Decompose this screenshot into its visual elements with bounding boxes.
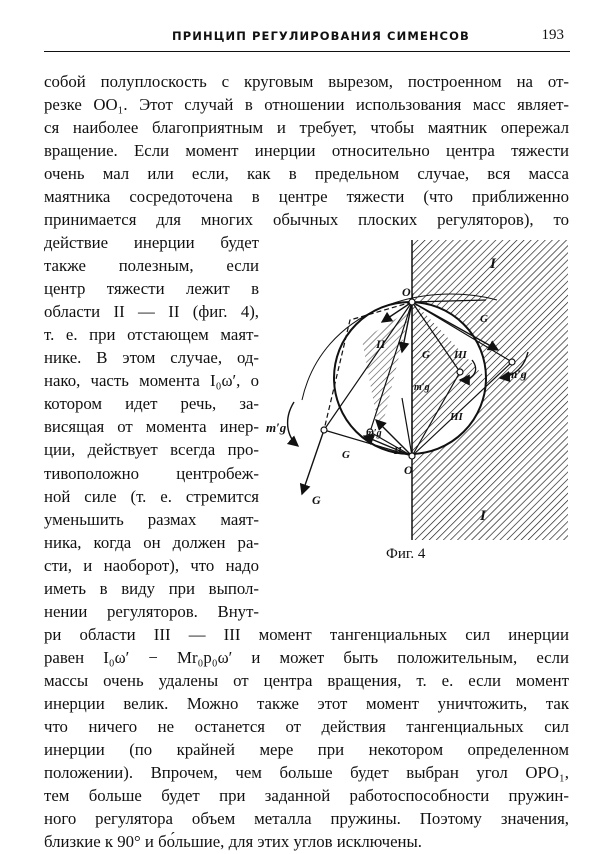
text-line: инерции велик. Можно также этот момент уничтожить, так [44,693,569,713]
label-g-center: G [422,349,430,361]
text-line: инерции (по крайней мере при некотором определенном [44,739,569,759]
text-line: положении). Впрочем, чем больше будет выбран угол OPO₁, [44,762,569,782]
text-line: тивоположно центробеж- [44,463,259,483]
text-line: ника, когда он должен ра- [44,532,259,552]
label-region-i-top: I [490,256,496,272]
text-line: центр тяжести лежит в [44,279,259,299]
text-line: котором идет речь, за- [44,394,259,414]
label-g-upper: G [480,313,488,325]
text-line: близкие к 90° и бо́льшие, для этих углов исключены. [44,832,422,851]
label-region-i-bottom: I [480,508,486,524]
page-header [44,27,564,49]
page-number: 193 [541,27,564,43]
text-line: также полезным, если [44,256,259,276]
text-line: что ничего не останется от действия тангенциальных сил [44,716,569,736]
text-line: массы очень удалены от центра вращения, т. е. если момент [44,670,569,690]
text-line: т. е. при отстающем маят- [44,325,259,345]
label-g-bottom: G [312,493,321,507]
label-mg-right: m′g [508,367,527,381]
text-line: области II — II (фиг. 4), [44,302,259,322]
text-line: уменьшить размах маят- [44,509,259,529]
text-line: ся наиболее благоприятным и требует, чтобы маятник опережал [44,118,569,138]
text-line: нике. В этом случае, од- [44,348,259,368]
label-mg-center: m′g [414,382,430,393]
label-mg-left: m′g [266,420,287,435]
label-ii-lower: II [394,446,402,457]
text-line: висящая от момента инер- [44,417,259,437]
text-line: ного регулятора объем металла пружины. Поэтому значения, [44,808,569,828]
text-line: равен I₀ω′ − Mr₀p₀ω′ и может быть положительным, если [44,647,569,667]
text-line: ции, действует всегда про- [44,440,259,460]
text-line: тем больше будет при заданной работоспособности пружин- [44,785,569,805]
label-iii-lower: III [450,411,463,423]
text-line: нении регуляторов. Внут- [44,601,259,621]
text-line: вращение. Если момент инерции относительно центра тяжести [44,141,569,161]
text-line: нако, часть момента I₀ω′, о [44,371,259,391]
label-iii-upper: III [454,349,467,361]
text-line: маятника сосредоточена в центре тяжести (что приближенно [44,187,569,207]
text-line: резке OO₁. Этот случай в отношении использования масс являет- [44,95,569,115]
label-o1: O₁ [402,285,415,299]
text-line: ной силе (т. е. стремится [44,486,259,506]
figure-caption: Фиг. 4 [386,546,426,562]
figure-4 [262,240,568,540]
label-o: O [404,463,413,477]
hatched-region [334,240,568,540]
text-line: ри области III — III момент тангенциальных сил инерции [44,624,569,644]
header-rule [44,51,570,52]
text-line: собой полуплоскость с круговым вырезом, построенном на от- [44,72,569,91]
text-line: иметь в виду при выпол- [44,578,259,598]
text-line: очень мал или если, как в предельном случае, вся масса [44,164,569,184]
text-line: действие инерции будет [44,233,259,253]
label-ii-upper: II [376,337,386,351]
text-line: сти, и наоборот), что надо [44,555,259,575]
label-mg-lower: m′g [366,428,382,439]
text-line: принимается для многих обычных плоских регуляторов), то [44,210,569,230]
running-title: ПРИНЦИП РЕГУЛИРОВАНИЯ СИМЕНСОВ [172,29,470,43]
label-g-left: G [342,449,350,461]
